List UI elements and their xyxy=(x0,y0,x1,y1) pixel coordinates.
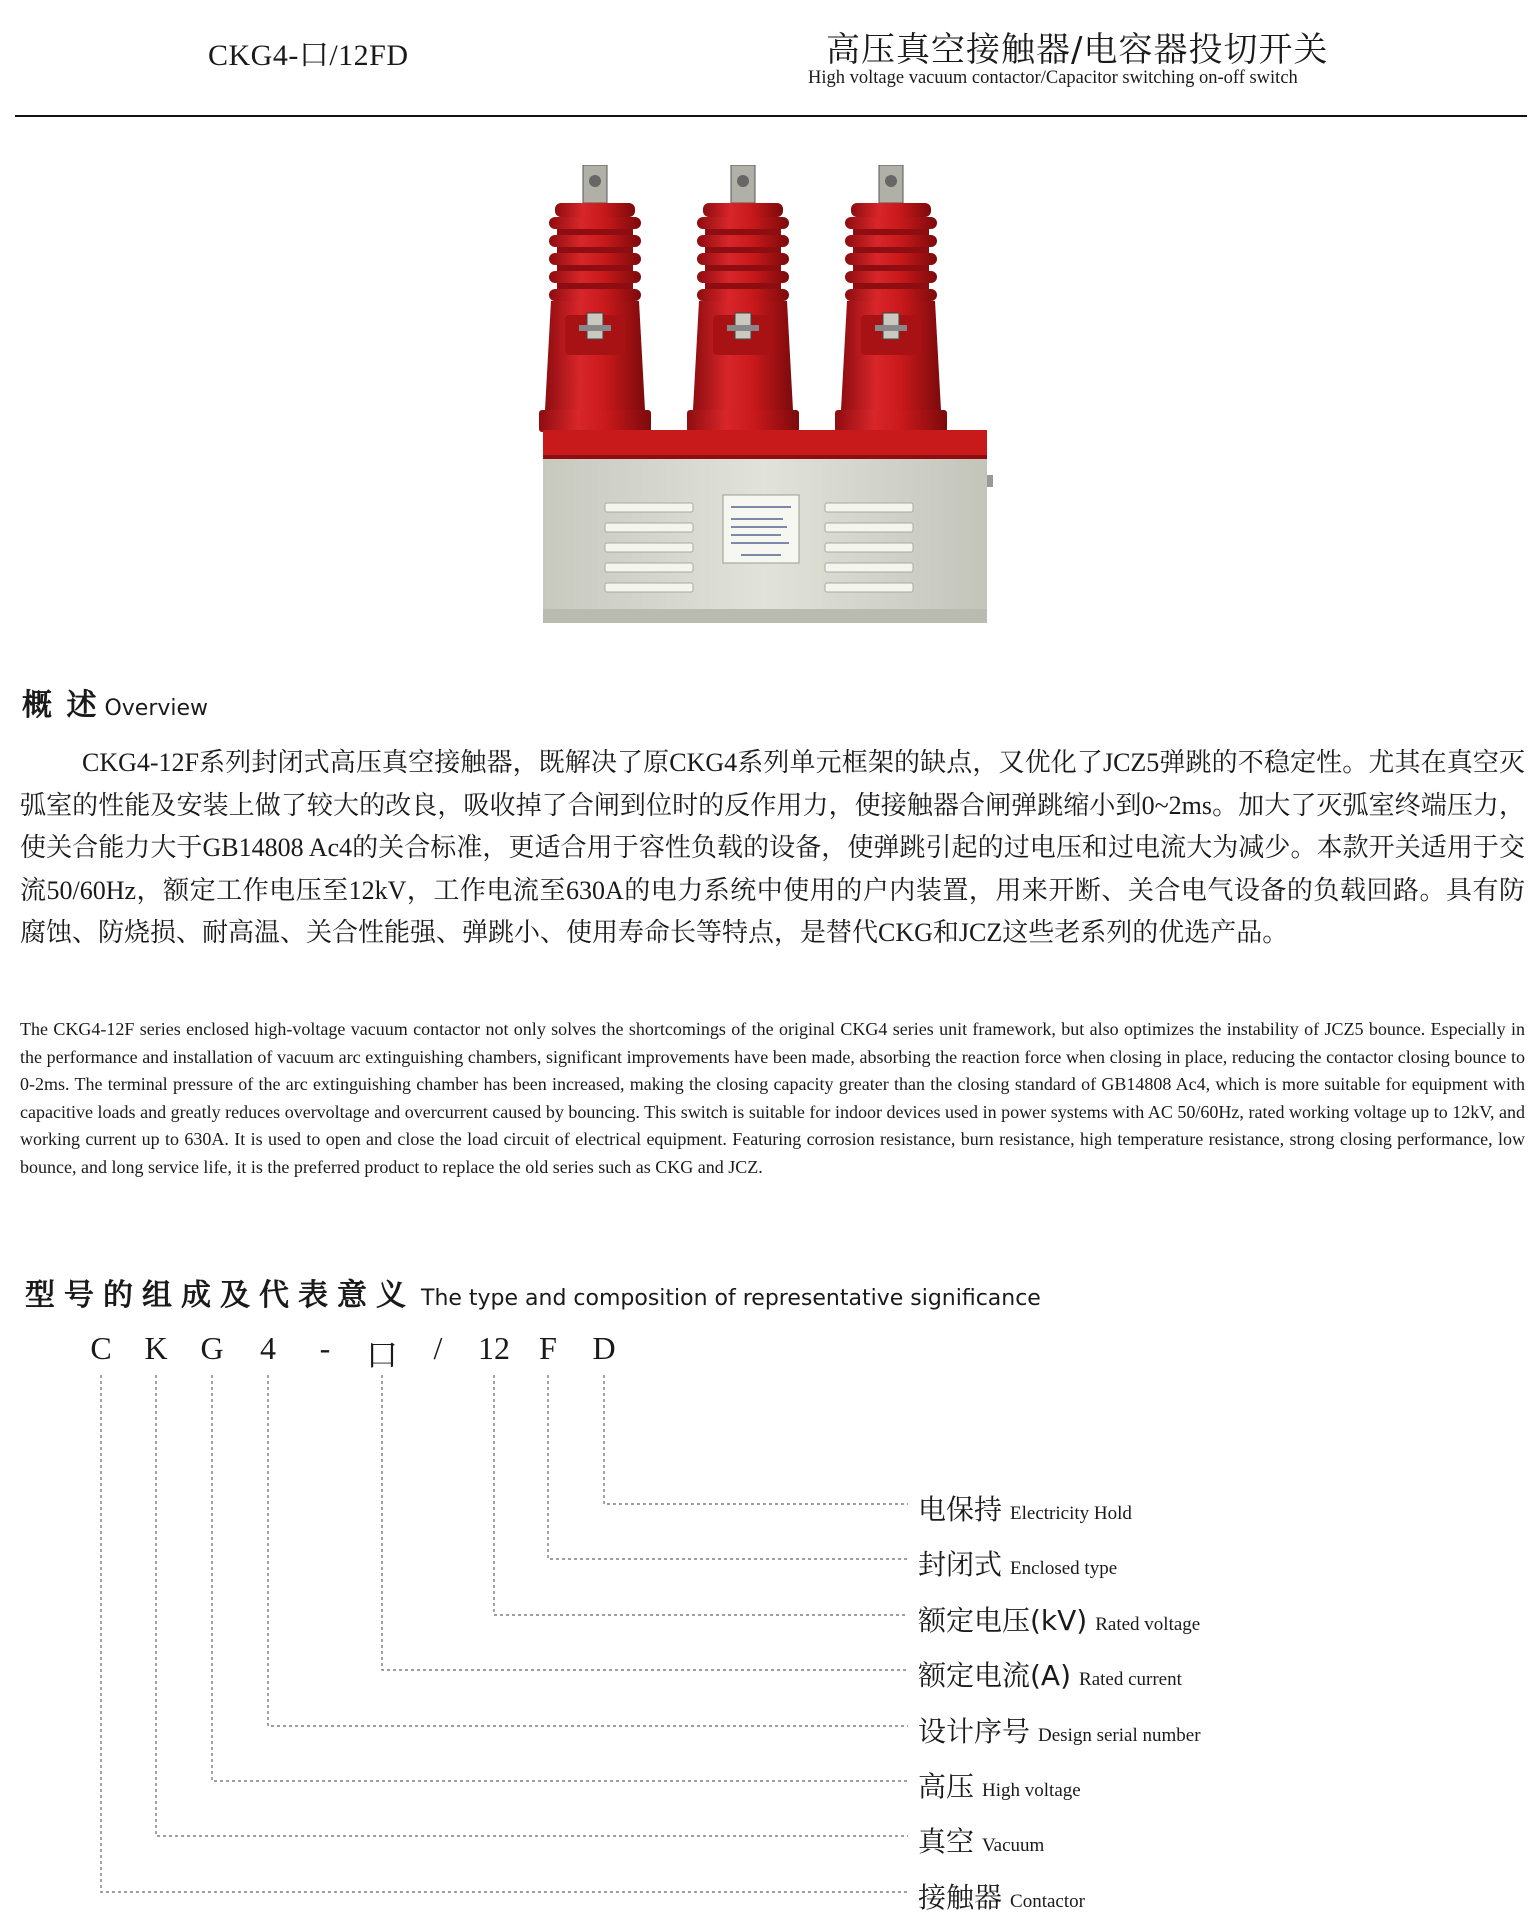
title-chinese: 高压真空接触器/电容器投切开关 xyxy=(826,30,1329,70)
legend-cn: 额定电压(kV) xyxy=(918,1604,1088,1637)
legend-en: Rated voltage xyxy=(1095,1614,1201,1635)
code-char-slash: / xyxy=(433,1330,443,1366)
type-heading-cn: 型号的组成及代表意义 xyxy=(25,1278,415,1313)
legend-cn: 封闭式 xyxy=(918,1548,1003,1581)
legend-cn: 真空 xyxy=(918,1825,975,1858)
legend-en: Vacuum xyxy=(982,1835,1045,1856)
legend-en: Enclosed type xyxy=(1010,1558,1118,1579)
legend-cn: 高压 xyxy=(918,1770,975,1803)
legend-electricity-hold xyxy=(918,1488,1132,1528)
code-char-box: 口 xyxy=(365,1337,398,1373)
legend-rated-current xyxy=(918,1654,1182,1694)
legend-contactor xyxy=(918,1876,1085,1916)
code-char-k: K xyxy=(144,1330,168,1366)
overview-heading-en: Overview xyxy=(104,696,209,721)
legend-cn: 电保持 xyxy=(918,1493,1003,1526)
legend-en: Electricity Hold xyxy=(1010,1503,1132,1524)
legend-en: High voltage xyxy=(982,1780,1081,1801)
code-char-4: 4 xyxy=(260,1330,276,1366)
type-heading-en: The type and composition of representative significance xyxy=(421,1286,1041,1311)
code-char-d: D xyxy=(592,1330,616,1366)
overview-text-chinese: CKG4-12F系列封闭式高压真空接触器，既解决了原CKG4系列单元框架的缺点，又优化了JCZ5弹跳的不稳定性。尤其在真空灭弧室的性能及安装上做了较大的改良，吸收掉了合闸到位时的反作用力，使接触器合闸弹跳缩小到0~2ms。加大了灭弧室终端压力，使关合能力大于GB14808 Ac4的关合标准，更适合用于容性负载的设备，使弹跳引起的过电压和过电流大为减少。本款开关适用于交流50/60Hz，额定工作电压至12kV，工作电流至630A的电力系统中使用的户内装置，用来开断、关合电气设备的负载回路。具有防腐蚀、防烧损、耐高温、关合性能强、弹跳小、使用寿命长等特点，是替代CKG和JCZ这些老系列的优选产品。 xyxy=(20,748,1525,947)
legend-cn: 接触器 xyxy=(918,1881,1003,1914)
legend-design-serial xyxy=(918,1710,1201,1750)
legend-rated-voltage xyxy=(918,1599,1200,1639)
overview-heading-cn: 概 述 xyxy=(22,688,99,723)
model-title: CKG4-口/12FD xyxy=(208,39,409,72)
code-char-f: F xyxy=(539,1330,557,1366)
code-char-g: G xyxy=(200,1330,224,1366)
legend-vacuum xyxy=(918,1820,1044,1860)
legend-en: Design serial number xyxy=(1038,1725,1201,1746)
legend-cn: 额定电流(A) xyxy=(918,1659,1072,1692)
legend-enclosed-type xyxy=(918,1543,1117,1583)
code-char-dash: - xyxy=(319,1330,331,1366)
legend-en: Contactor xyxy=(1010,1891,1085,1912)
code-char-c: C xyxy=(90,1330,112,1366)
legend-cn: 设计序号 xyxy=(918,1715,1031,1748)
title-english: High voltage vacuum contactor/Capacitor switching on-off switch xyxy=(808,68,1298,88)
overview-text-english: The CKG4-12F series enclosed high-voltage vacuum contactor not only solves the shortcomings of the original CKG4 series unit framework, but also optimizes the instability of JCZ5 bounce. Especially in the performance and installation of vacuum arc extinguishing chambers, significant improvements have been made, absorbing the reaction force when closing in place, reducing the contactor closing bounce to 0-2ms. The terminal pressure of the arc extinguishing chamber has been increased, making the closing capacity greater than the closing standard of GB14808 Ac4, which is more suitable for equipment with capacitive loads and greatly reduces overvoltage and overcurrent caused by bouncing. This switch is suitable for indoor devices used in power systems with AC 50/60Hz, rated working voltage up to 12kV, and working current up to 630A. It is used to open and close the load circuit of electrical equipment. Featuring corrosion resistance, burn resistance, high temperature resistance, strong closing performance, low bounce, and long service life, it is the preferred product to replace the old series such as CKG and JCZ. xyxy=(20,1019,1525,1177)
legend-high-voltage xyxy=(918,1765,1081,1805)
legend-en: Rated current xyxy=(1079,1669,1182,1690)
code-char-12: 12 xyxy=(478,1330,510,1366)
